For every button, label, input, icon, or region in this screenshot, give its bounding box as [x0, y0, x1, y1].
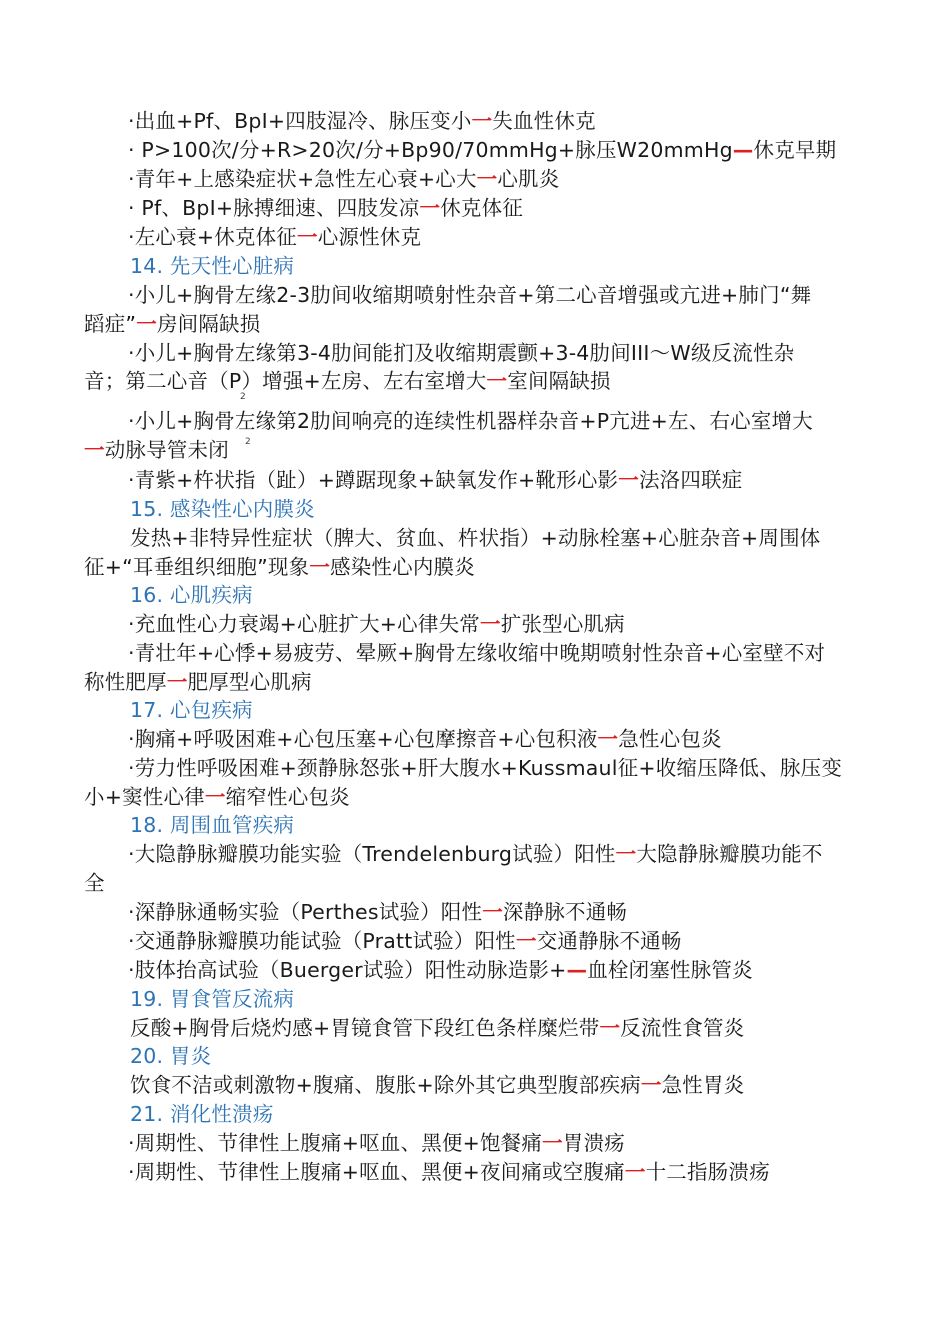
arrow-dash: —	[732, 138, 754, 162]
text-line: 一动脉导管未闭	[84, 438, 229, 462]
section-heading: 16. 心肌疾病	[130, 583, 253, 607]
section-heading: 17. 心包疾病	[130, 698, 253, 722]
arrow-dash: —	[566, 958, 588, 982]
section-heading: 21. 消化性溃疡	[130, 1102, 274, 1126]
text-line: 饮食不洁或刺激物+腹痛、腹胀+除外其它典型腹部疾病一急性胃炎	[130, 1073, 745, 1097]
arrow-dash: 一	[136, 312, 157, 336]
text-line: ·小儿+胸骨左缘2-3肋间收缩期喷射性杂音+第二心音增强或亢进+肺门“舞	[128, 283, 812, 307]
text-line: ·大隐静脉瓣膜功能实验（Trendelenburg试验）阳性一大隐静脉瓣膜功能不	[128, 842, 823, 866]
text-line: · Pf、BpI+脉搏细速、四肢发凉一休克体征	[128, 196, 524, 220]
arrow-dash: 一	[471, 109, 493, 133]
section-heading: 19. 胃食管反流病	[130, 987, 295, 1011]
text-line: ·交通静脉瓣膜功能试验（Pratt试验）阳性一交通静脉不通畅	[128, 929, 682, 953]
text-line: 全	[84, 871, 105, 895]
arrow-dash: 一	[166, 670, 188, 694]
text-line: ·肢体抬高试验（Buerger试验）阳性动脉造影+—血栓闭塞性脉管炎	[128, 958, 753, 982]
arrow-dash: 一	[84, 438, 105, 462]
text-line: ·胸痛+呼吸困难+心包压塞+心包摩擦音+心包积液一急性心包炎	[128, 727, 722, 751]
section-heading: 15. 感染性心内膜炎	[130, 497, 315, 521]
text-line: ·小儿+胸骨左缘第2肋间响亮的连续性机器样杂音+P亢进+左、右心室增大	[128, 409, 813, 433]
text-line: ·充血性心力衰竭+心脏扩大+心律失常一扩张型心肌病	[128, 612, 625, 636]
text-line: ·青紫+杵状指（趾）+蹲踞现象+缺氧发作+靴形心影一法洛四联症	[128, 468, 743, 492]
text-line: ·周期性、节律性上腹痛+呕血、黑便+饱餐痛一胃溃疡	[128, 1131, 625, 1155]
text-line: ·劳力性呼吸困难+颈静脉怒张+肝大腹水+Kussmaul征+收缩压降低、脉压变	[128, 756, 843, 780]
arrow-dash: 一	[479, 612, 501, 636]
text-line: 小+窦性心律一缩窄性心包炎	[84, 785, 350, 809]
arrow-dash: 一	[297, 225, 318, 249]
section-heading: 14. 先天性心脏病	[130, 254, 295, 278]
superscript: 2	[245, 437, 251, 447]
arrow-dash: 一	[309, 555, 331, 579]
arrow-dash: 一	[624, 1160, 646, 1184]
text-line: 蹈症”一房间隔缺损	[84, 312, 261, 336]
arrow-dash: 一	[599, 1016, 621, 1040]
text-line: ·深静脉通畅实验（Perthes试验）阳性一深静脉不通畅	[128, 900, 628, 924]
text-line: ·小儿+胸骨左缘第3-4肋间能扪及收缩期震颤+3-4肋间III〜W级反流性杂	[128, 341, 795, 365]
section-heading: 18. 周围血管疾病	[130, 813, 295, 837]
arrow-dash: 一	[597, 727, 619, 751]
text-line: 称性肥厚一肥厚型心肌病	[84, 670, 312, 694]
arrow-dash: 一	[640, 1073, 662, 1097]
text-line: · P>100次/分+R>20次/分+Bp90/70mmHg+脉压W20mmHg—休克早期	[128, 138, 837, 162]
section-heading: 20. 胃炎	[130, 1044, 212, 1068]
text-line: ·周期性、节律性上腹痛+呕血、黑便+夜间痛或空腹痛一十二指肠溃疡	[128, 1160, 770, 1184]
arrow-dash: 一	[618, 468, 639, 492]
text-line: 反酸+胸骨后烧灼感+胃镜食管下段红色条样糜烂带一反流性食管炎	[130, 1016, 745, 1040]
subscript: 2	[240, 392, 246, 402]
text-line: ·青年+上感染症状+急性左心衰+心大一心肌炎	[128, 167, 560, 191]
text-line: 发热+非特异性症状（脾大、贫血、杵状指）+动脉栓塞+心脏杂音+周围体	[130, 526, 821, 550]
arrow-dash: 一	[542, 1131, 563, 1155]
arrow-dash: 一	[476, 167, 498, 191]
text-line: ·左心衰+休克体征一心源性休克	[128, 225, 422, 249]
arrow-dash: 一	[515, 929, 537, 953]
text-line: 音；第二心音（P）增强+左房、左右室增大一室间隔缺损	[84, 369, 611, 393]
text-line: 征+“耳垂组织细胞”现象一感染性心内膜炎	[84, 555, 475, 579]
text-line: ·青壮年+心悸+易疲劳、晕厥+胸骨左缘收缩中晚期喷射性杂音+心室壁不对	[128, 641, 826, 665]
arrow-dash: 一	[615, 842, 637, 866]
text-line: ·出血+Pf、BpI+四肢湿冷、脉压变小一失血性休克	[128, 109, 596, 133]
arrow-dash: 一	[419, 196, 441, 220]
arrow-dash: 一	[204, 785, 226, 809]
arrow-dash: 一	[486, 369, 508, 393]
arrow-dash: 一	[482, 900, 503, 924]
